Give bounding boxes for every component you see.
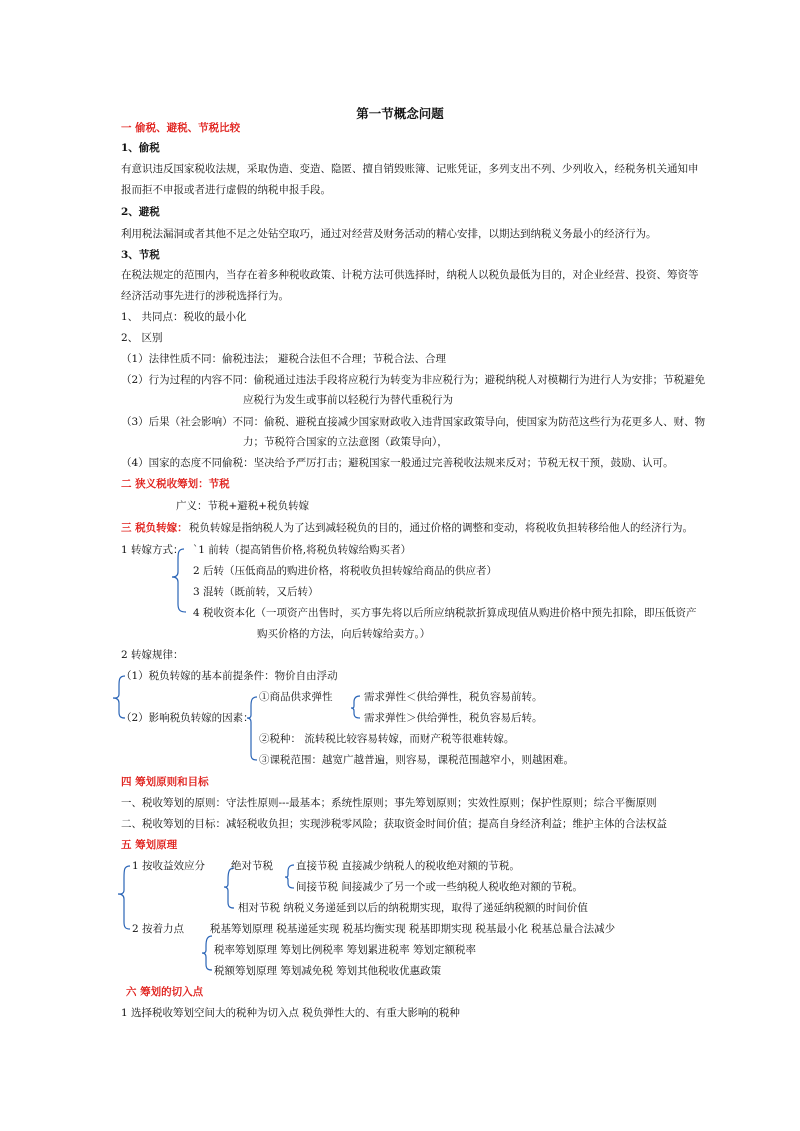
objectives: 二、税收筹划的目标：减轻税收负担；实现涉税零风险；获取资金时间价值；提高自身经济利益；维护主体的合法权益 xyxy=(121,818,667,830)
difference-3-line-1: （3）后果（社会影响）不同：偷税、避税直接减少国家财政收入违背国家政策导向，使国家为防范这些行为花更多人、财、物 xyxy=(121,416,706,428)
relative-saving: 相对节税 纳税义务递延到以后的纳税期实现，取得了递延纳税额的时间价值 xyxy=(238,902,588,914)
principles: 一、税收筹划的原则：守法性原则---最基本；系统性原则；事先筹划原则；实效性原则；保护性原则；综合平衡原则 xyxy=(121,797,657,809)
difference-1: （1）法律性质不同：偷税违法； 避税合法但不合理；节税合法、合理 xyxy=(121,353,447,365)
difference-heading: 2、 区别 xyxy=(121,332,163,344)
method-capitalization-2: 购买价格的方法，向后转嫁给卖方。） xyxy=(257,628,431,640)
brace-absolute xyxy=(285,865,294,888)
method-mixed: 3 混转（既前转，又后转） xyxy=(193,586,319,598)
section-2-heading: 二 狭义税收筹划：节税 xyxy=(121,478,230,490)
entry-point-1: 1 选择税收筹划空间大的税种为切入点 税负弹性大的、有重大影响的税种 xyxy=(121,1007,460,1019)
brace-section-5 xyxy=(118,866,130,929)
factor-elasticity-a: 需求弹性＜供给弹性，税负容易前转。 xyxy=(364,691,543,703)
absolute-direct: 直接节税 直接减少纳税人的税收绝对额的节税。 xyxy=(296,860,520,872)
rate-planning: 税率筹划原理 筹划比例税率 筹划累进税率 筹划定额税率 xyxy=(214,944,477,956)
common-point: 1、 共同点：税收的最小化 xyxy=(121,311,247,323)
factor-elasticity: ①商品供求弹性 xyxy=(259,691,333,703)
difference-2-line-1: （2）行为过程的内容不同：偷税通过违法手段将应税行为转变为非应税行为；避税纳税人对模糊行为进行人为安排；节税避免 xyxy=(121,374,706,386)
section-6-heading: 六 筹划的切入点 xyxy=(126,986,204,998)
section-4-heading: 四 筹划原则和目标 xyxy=(121,776,209,788)
method-capitalization-1: 4 税收资本化（一项资产出售时，买方事先将以后所应纳税款折算成现值从购进价格中预先扣除，即压低资产 xyxy=(193,607,697,619)
difference-2-line-2: 应税行为发生或事前以轻税行为替代重税行为 xyxy=(243,394,453,406)
by-focus-label: 2 按着力点 xyxy=(132,923,185,935)
shifting-methods-label: 1 转嫁方式： xyxy=(121,544,184,556)
method-backward: 2 后转（压低商品的购进价格，将税收负担转嫁给商品的供应者） xyxy=(193,565,498,577)
paragraph-tax-saving-1: 在税法规定的范围内，当存在着多种税收政策、计税方法可供选择时，纳税人以税负最低为目的，对企业经营、投资、筹资等 xyxy=(121,269,699,281)
shifting-law-label: 2 转嫁规律： xyxy=(121,649,184,661)
law-factors: （2）影响税负转嫁的因素： xyxy=(121,712,254,724)
tax-shifting-definition: 税负转嫁是指纳税人为了达到减轻税负的目的，通过价格的调整和变动，将税收负担转移给他人的经济行为。 xyxy=(189,522,693,534)
broad-definition: 广义：节税+避税+税负转嫁 xyxy=(176,500,310,512)
factor-tax-type: ②税种： 流转税比较容易转嫁，而财产税等很难转嫁。 xyxy=(259,733,515,745)
method-forward: `1 前转（提高销售价格,将税负转嫁给购买者） xyxy=(193,544,412,556)
subheading-tax-saving: 3、节税 xyxy=(121,249,160,261)
subheading-tax-avoidance: 2、避税 xyxy=(121,206,160,218)
law-precondition: （1）税负转嫁的基本前提条件：物价自由浮动 xyxy=(121,670,338,682)
brace-focus xyxy=(202,936,212,970)
amount-planning: 税额筹划原理 筹划减免税 筹划其他税收优惠政策 xyxy=(214,965,442,977)
section-1-heading: 一 偷税、避税、节税比较 xyxy=(121,122,241,134)
paragraph-tax-avoidance: 利用税法漏洞或者其他不足之处钻空取巧，通过对经营及财务活动的精心安排，以期达到纳税义务最小的经济行为。 xyxy=(121,228,657,240)
section-5-heading: 五 筹划原理 xyxy=(121,839,178,851)
brace-elasticity xyxy=(351,696,360,718)
by-benefit-label: 1 按收益效应分 xyxy=(132,860,206,872)
paragraph-tax-evasion-2: 报而拒不申报或者进行虚假的纳税申报手段。 xyxy=(121,184,331,196)
section-3-heading: 三 税负转嫁： xyxy=(121,522,188,534)
absolute-saving-label: 绝对节税 xyxy=(231,860,273,872)
difference-4: （4）国家的态度不同偷税：坚决给予严厉打击；避税国家一般通过完善税收法规来反对；节税无权干预，鼓励、认可。 xyxy=(121,457,674,469)
paragraph-tax-evasion-1: 有意识违反国家税收法规，采取伪造、变造、隐匿、擅自销毁账簿、记账凭证，多列支出不列、少列收入，经税务机关通知申 xyxy=(121,163,699,175)
absolute-indirect: 间接节税 间接减少了另一个或一些纳税人税收绝对额的节税。 xyxy=(296,881,583,893)
paragraph-tax-saving-2: 经济活动事先进行的涉税选择行为。 xyxy=(121,290,289,302)
factor-scope: ③课税范围：越宽广越普遍，则容易，课税范围越窄小，则越困难。 xyxy=(259,754,574,766)
brace-factors xyxy=(247,697,257,760)
page-title: 第一节概念问题 xyxy=(356,106,444,121)
base-planning: 税基筹划原理 税基递延实现 税基均衡实现 税基即期实现 税基最小化 税基总量合法减少 xyxy=(210,923,616,935)
brace-shift-methods xyxy=(172,549,186,612)
difference-3-line-2: 力；节税符合国家的立法意图（政策导向）， xyxy=(243,436,448,448)
factor-elasticity-b: 需求弹性＞供给弹性，税负容易后转。 xyxy=(364,712,543,724)
subheading-tax-evasion: 1、偷税 xyxy=(121,142,160,154)
brace-benefit xyxy=(224,868,234,908)
